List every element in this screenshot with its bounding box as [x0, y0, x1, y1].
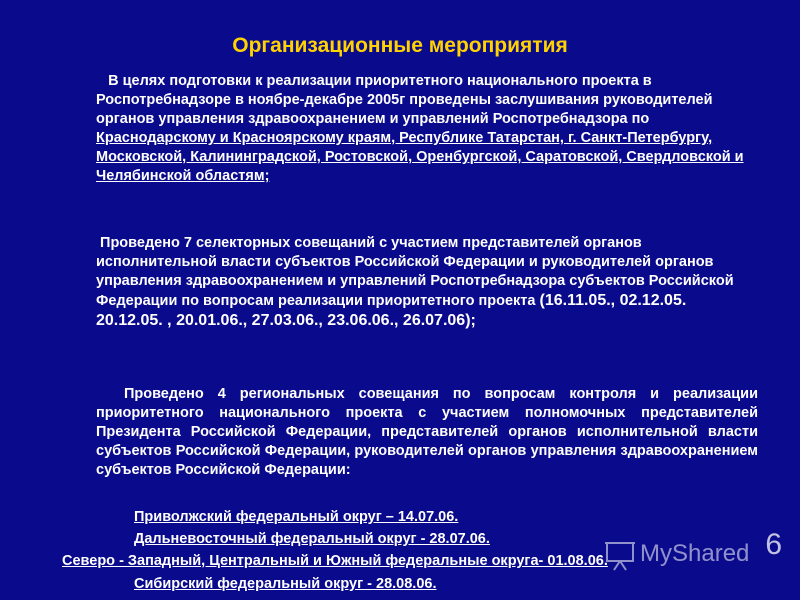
district-item-northwest-central-south: Северо - Западный, Центральный и Южный федеральные округа- 01.08.06.	[62, 553, 608, 569]
district-item-volga: Приволжский федеральный округ – 14.07.06.	[134, 509, 459, 525]
watermark-text: MyShared	[640, 540, 750, 567]
paragraph-hearings	[96, 72, 756, 186]
district-item-siberia: Сибирский федеральный округ - 28.08.06.	[134, 576, 437, 592]
paragraph-regional-text: Проведено 4 региональных совещания по вопросам контроля и реализации приоритетного национального проекта с участием полномочных представителей Президента Российской Федерации, представителей органов исполнительной власти субъектов Российской Федерации, руководителей органов управления здравоохранением субъектов Российской Федерации:	[96, 386, 758, 478]
meeting-dates: (16.11.05., 02.12.05. 20.12.05. , 20.01.06., 27.03.06., 23.06.06., 26.07.06);	[96, 292, 687, 329]
slide-title: Организационные мероприятия	[232, 34, 568, 57]
district-item-far-east: Дальневосточный федеральный округ - 28.07.06.	[134, 531, 490, 547]
watermark-logo	[604, 538, 784, 572]
page-number: 6	[765, 528, 782, 561]
paragraph-selector-meetings	[96, 234, 756, 331]
paragraph-selector-text: Проведено 7 селекторных совещаний с участием представителей органов исполнительной власти субъектов Российской Федерации и руководителей органов управления здравоохранением и управлений Роспотребнадзора субъектов Российской Федерации по вопросам реализации приоритетного проекта	[96, 235, 734, 309]
paragraph-regional-meetings	[96, 385, 758, 480]
regions-list: Краснодарскому и Красноярскому краям, Республике Татарстан, г. Санкт-Петербургу, Московской, Калининградской, Ростовской, Оренбургской, Саратовской, Свердловской и Челябинской областям;	[96, 130, 744, 184]
paragraph-hearings-text: В целях подготовки к реализации приоритетного национального проекта в Роспотребнадзоре в ноябре-декабре 2005г проведены заслушивания руководителей органов управления здравоохранением и управлений Роспотребнадзора по	[96, 73, 713, 127]
presentation-board-icon	[604, 540, 638, 572]
